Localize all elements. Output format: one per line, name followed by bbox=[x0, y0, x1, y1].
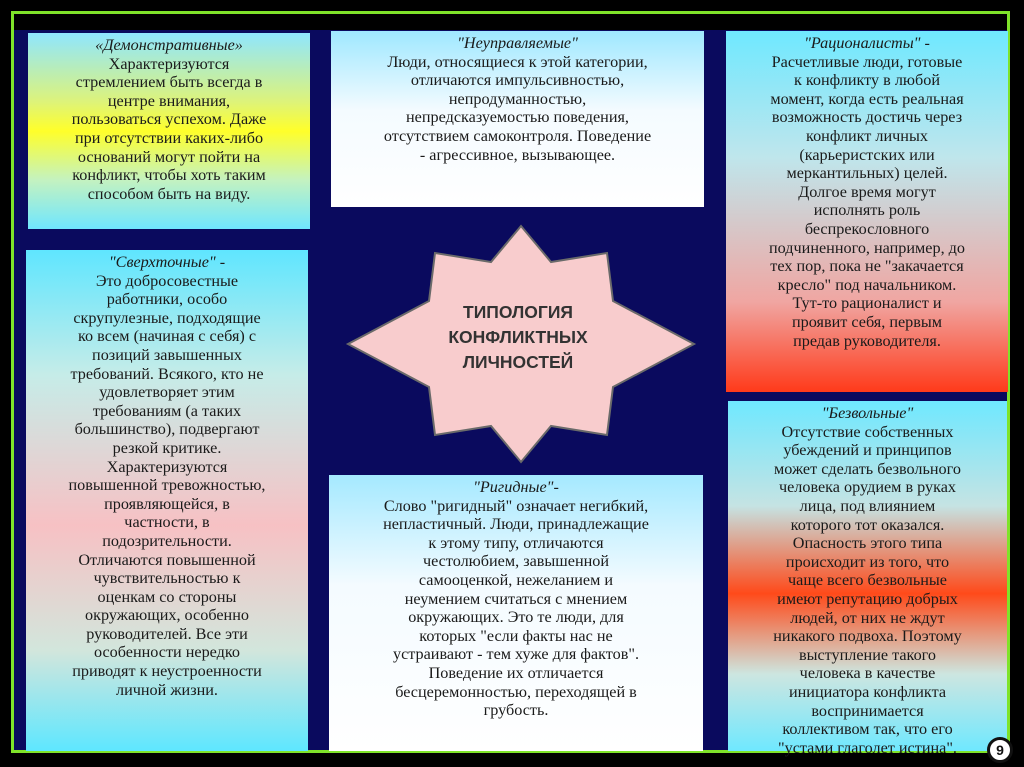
text-line: "устами глаголет истина". bbox=[778, 738, 957, 757]
box-rationalists bbox=[726, 31, 1008, 392]
top-bar bbox=[14, 14, 1007, 30]
text-line: Поведение их отличается bbox=[428, 663, 604, 682]
text-line: Тут-то рационалист и bbox=[792, 294, 942, 313]
text-line: Расчетливые люди, готовые bbox=[771, 52, 963, 71]
text-line: Это добросовестные bbox=[95, 271, 239, 290]
text-line: меркантильных) целей. bbox=[786, 164, 948, 183]
box-demonstrative-heading: «Демонстративные» bbox=[95, 36, 243, 54]
box-rationalists-heading-row bbox=[730, 34, 1004, 53]
box-uncontrolled-heading: "Неуправляемые" bbox=[457, 34, 578, 52]
text-line: неумением считаться с мнением bbox=[404, 589, 628, 608]
text-line: работники, особо bbox=[106, 290, 228, 309]
text-line: стремлением быть всегда в bbox=[75, 73, 263, 92]
text-line: честолюбием, завышенной bbox=[422, 552, 610, 571]
box-weakwilled-heading: "Безвольные" bbox=[821, 404, 914, 422]
box-overprecise bbox=[26, 250, 308, 751]
page-number: 9 bbox=[987, 737, 1013, 763]
text-line: повышенной тревожностью, bbox=[68, 476, 266, 495]
text-line: устраивают - тем хуже для фактов". bbox=[392, 645, 640, 664]
box-rationalists-text bbox=[730, 53, 1004, 351]
center-title-line-2: КОНФЛИКТНЫХ bbox=[448, 327, 588, 347]
text-line: проявит себя, первым bbox=[791, 312, 943, 331]
text-line: человека орудием в руках bbox=[778, 478, 957, 497]
text-line: инициатора конфликта bbox=[788, 682, 947, 701]
text-line: отсутствием самоконтроля. Поведение bbox=[383, 126, 652, 145]
box-rigid-heading-row bbox=[333, 478, 699, 497]
text-line: убеждений и принципов bbox=[783, 441, 952, 460]
text-line: Отсутствие собственных bbox=[781, 422, 954, 441]
text-line: самооценкой, нежеланием и bbox=[418, 570, 614, 589]
text-line: подчиненного, например, до bbox=[768, 238, 966, 257]
text-line: Долгое время могут bbox=[798, 182, 936, 201]
text-line: оценкам со стороны bbox=[97, 587, 237, 606]
text-line: которого тот оказался. bbox=[790, 515, 945, 534]
text-line: человека в качестве bbox=[799, 664, 936, 683]
text-line: Опасность этого типа bbox=[792, 534, 943, 553]
text-line: окружающих. Это те люди, для bbox=[408, 608, 624, 627]
text-line: пользоваться успехом. Даже bbox=[71, 110, 267, 129]
text-line: Слово "ригидный" означает негибкий, bbox=[383, 496, 649, 515]
text-line: бесцеремонностью, переходящей в bbox=[395, 682, 637, 701]
text-line: лица, под влиянием bbox=[799, 496, 936, 515]
text-line: резкой критике. bbox=[112, 438, 222, 457]
text-line: Характеризуются bbox=[106, 457, 228, 476]
box-demonstrative-text bbox=[32, 55, 306, 204]
text-line: руководителей. Все эти bbox=[86, 624, 248, 643]
text-line: кресло" под начальником. bbox=[777, 275, 957, 294]
text-line: исполнять роль bbox=[813, 201, 921, 220]
text-line: к этому типу, отличаются bbox=[428, 533, 604, 552]
text-line: возможность достичь через bbox=[771, 108, 963, 127]
text-line: особенности нередко bbox=[93, 643, 241, 662]
box-weakwilled bbox=[728, 401, 1007, 757]
box-uncontrolled-text bbox=[335, 53, 700, 165]
text-line: никакого подвоха. Поэтому bbox=[773, 627, 962, 646]
text-line: момент, когда есть реальная bbox=[770, 89, 964, 108]
text-line: подозрительности. bbox=[102, 531, 232, 550]
text-line: к конфликту в любой bbox=[793, 71, 941, 90]
box-rigid bbox=[329, 475, 703, 751]
text-line: требованиям (а таких bbox=[92, 401, 242, 420]
text-line: Характеризуются bbox=[108, 54, 230, 73]
box-rationalists-heading: "Рационалисты" bbox=[804, 34, 921, 52]
text-line: большинство), подвергают bbox=[74, 420, 260, 439]
text-line: чувствительностью к bbox=[93, 569, 241, 588]
center-title-line-1: ТИПОЛОГИЯ bbox=[463, 302, 573, 322]
text-line: частности, в bbox=[124, 513, 210, 532]
text-line: личной жизни. bbox=[116, 680, 218, 699]
text-line: грубость. bbox=[483, 701, 549, 720]
text-line: окружающих, особенно bbox=[85, 606, 249, 625]
box-rationalists-heading-suffix: - bbox=[920, 34, 930, 52]
box-rigid-heading: "Ригидные" bbox=[473, 478, 554, 496]
text-line: удовлетворяет этим bbox=[99, 383, 235, 402]
text-line: непредсказуемостью поведения, bbox=[406, 108, 629, 127]
center-title-line-3: ЛИЧНОСТЕЙ bbox=[462, 352, 574, 372]
text-line: Отличаются повышенной bbox=[78, 550, 256, 569]
text-line: которых "если факты нас не bbox=[419, 626, 613, 645]
text-line: непластичный. Люди, принадлежащие bbox=[383, 515, 649, 534]
text-line: может сделать безвольного bbox=[774, 459, 961, 478]
text-line: выступление такого bbox=[798, 645, 937, 664]
box-uncontrolled bbox=[331, 31, 704, 207]
text-line: оснований могут пойти на bbox=[77, 147, 261, 166]
text-line: людей, от них не ждут bbox=[790, 608, 945, 627]
text-line: способом быть на виду. bbox=[87, 184, 251, 203]
text-line: требований. Всякого, кто не bbox=[70, 364, 264, 383]
box-overprecise-heading: "Сверхточные" bbox=[108, 253, 216, 271]
text-line: конфликт личных bbox=[806, 126, 928, 145]
text-line: непродуманностью, bbox=[448, 89, 587, 108]
box-overprecise-heading-suffix: - bbox=[215, 253, 226, 271]
box-weakwilled-text bbox=[732, 423, 1003, 758]
box-overprecise-heading-row bbox=[30, 253, 304, 272]
text-line: беспрекословного bbox=[804, 219, 930, 238]
text-line: тех пор, пока не "закачается bbox=[770, 257, 964, 276]
box-rigid-text bbox=[333, 497, 699, 720]
text-line: проявляющейся, в bbox=[104, 494, 230, 513]
text-line: конфликт, чтобы хоть таким bbox=[72, 166, 266, 185]
text-line: коллективом так, что его bbox=[782, 720, 953, 739]
box-demonstrative bbox=[28, 33, 310, 229]
text-line: позиций завышенных bbox=[92, 345, 242, 364]
box-rigid-heading-suffix: - bbox=[553, 478, 559, 496]
text-line: отличаются импульсивностью, bbox=[410, 71, 625, 90]
text-line: происходит из того, что bbox=[785, 552, 950, 571]
text-line: - агрессивное, вызывающее. bbox=[419, 145, 616, 164]
text-line: чаще всего безвольные bbox=[788, 571, 947, 590]
text-line: (карьеристских или bbox=[799, 145, 935, 164]
text-line: воспринимается bbox=[811, 701, 924, 720]
box-overprecise-text bbox=[30, 272, 304, 700]
text-line: ко всем (начиная с себя) с bbox=[77, 327, 257, 346]
text-line: центре внимания, bbox=[107, 91, 231, 110]
center-title bbox=[403, 300, 633, 375]
text-line: имеют репутацию добрых bbox=[777, 589, 958, 608]
text-line: Люди, относящиеся к этой категории, bbox=[387, 52, 648, 71]
text-line: предав руководителя. bbox=[793, 331, 941, 350]
text-line: скрупулезные, подходящие bbox=[73, 308, 261, 327]
text-line: при отсутствии каких-либо bbox=[74, 128, 264, 147]
text-line: приводят к неустроенности bbox=[72, 662, 262, 681]
